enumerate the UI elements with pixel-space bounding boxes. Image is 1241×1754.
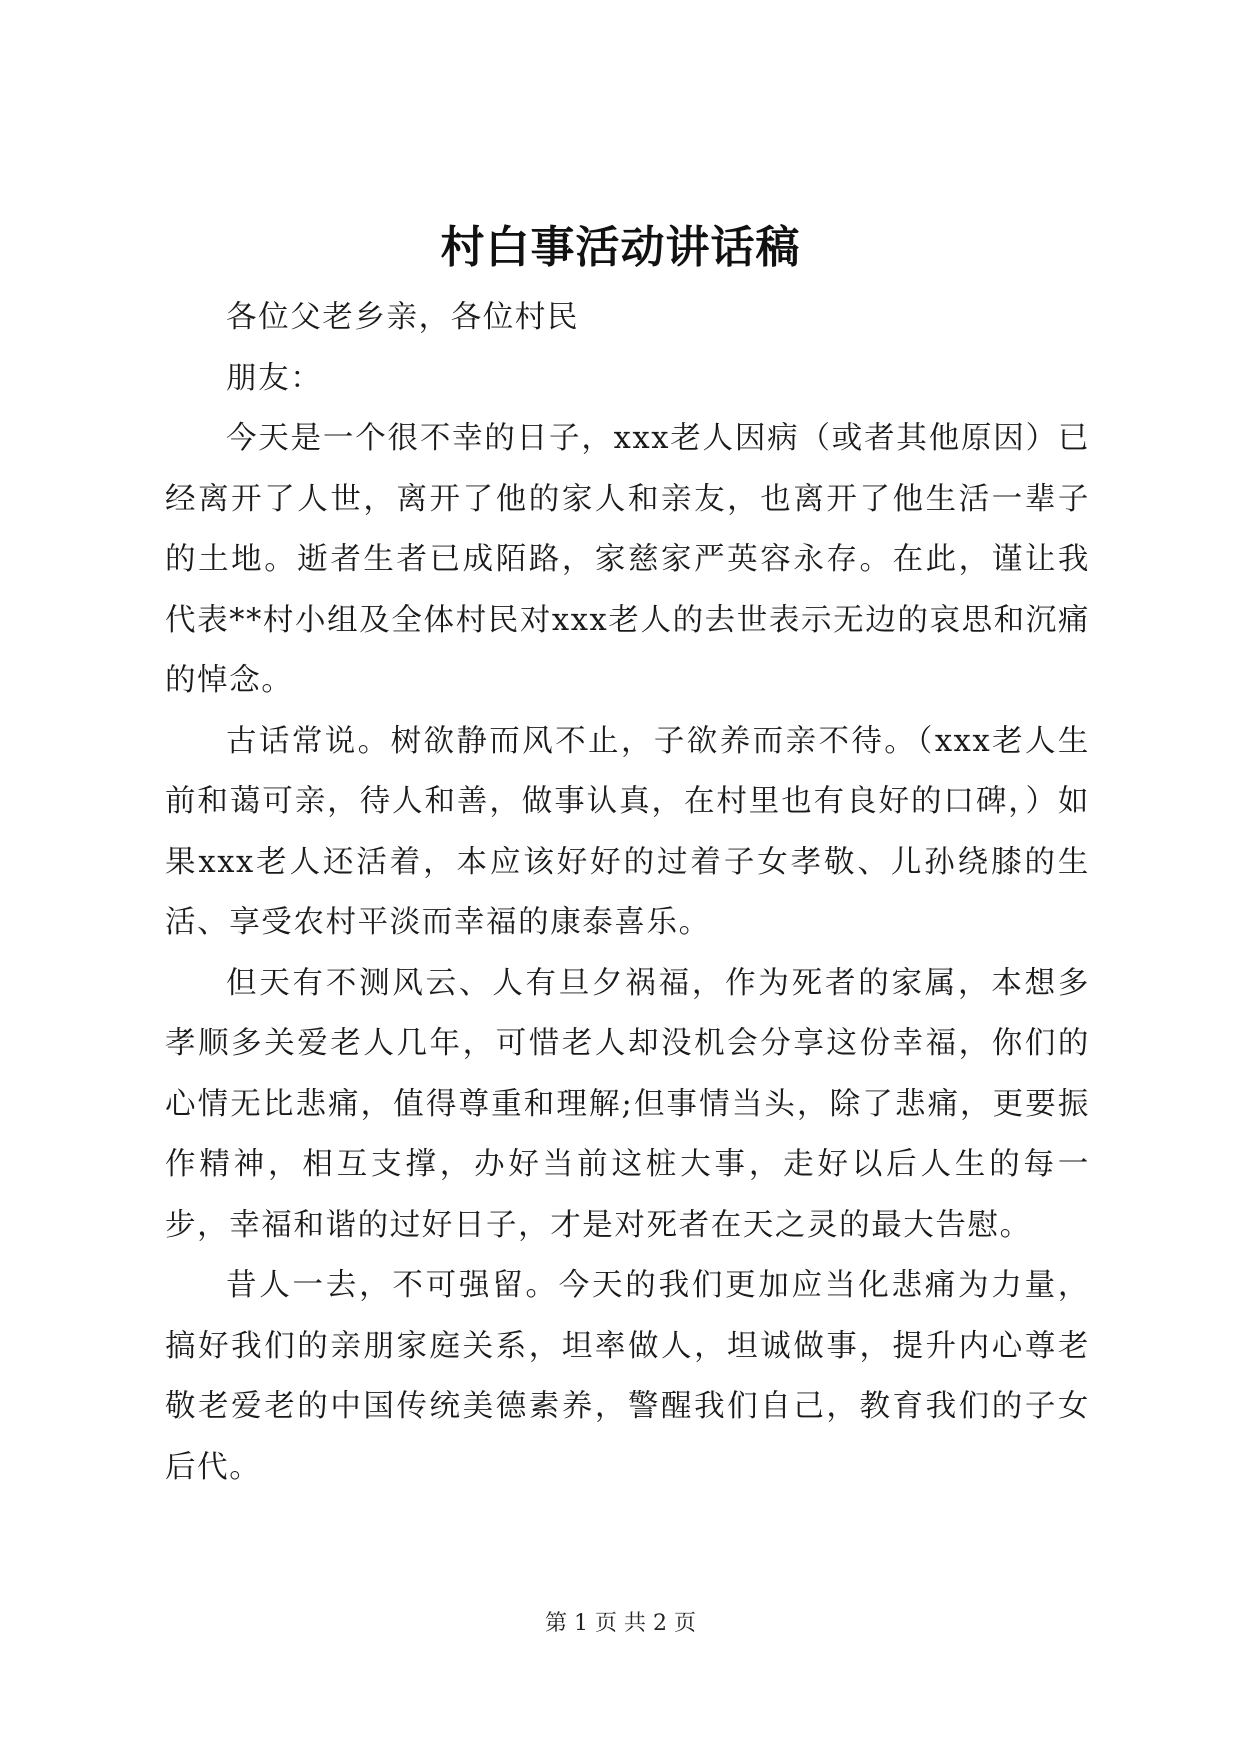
document-body — [165, 288, 1090, 1498]
document-title: 村白事活动讲话稿 — [440, 222, 801, 273]
body-paragraph: 古话常说。树欲静而风不止，子欲养而亲不待。（xxx老人生前和蔼可亲，待人和善，做事认真，在村里也有良好的口碑，）如果xxx老人还活着，本应该好好的过着子女孝敬、儿孙绕膝的生活、享受农村平淡而幸福的康泰喜乐。 — [165, 723, 1090, 940]
salutation-continued: 朋友： — [226, 360, 323, 396]
salutation-line: 各位父老乡亲，各位村民 — [226, 300, 580, 335]
page-number-footer: 第 1 页 共 2 页 — [545, 1611, 696, 1636]
body-paragraph: 今天是一个很不幸的日子，xxx老人因病（或者其他原因）已经离开了人世，离开了他的家人和亲友，也离开了他生活一辈子的土地。逝者生者已成陌路，家慈家严英容永存。在此，谨让我代表**村小组及全体村民对xxx老人的去世表示无边的哀思和沉痛的悼念。 — [165, 421, 1090, 698]
body-paragraph: 昔人一去，不可强留。今天的我们更加应当化悲痛为力量，搞好我们的亲朋家庭关系，坦率做人，坦诚做事，提升内心尊老敬老爱老的中国传统美德素养，警醒我们自己，教育我们的子女后代。 — [165, 1268, 1090, 1485]
body-paragraph: 但天有不测风云、人有旦夕祸福，作为死者的家属，本想多孝顺多关爱老人几年，可惜老人却没机会分享这份幸福，你们的心情无比悲痛，值得尊重和理解;但事情当头，除了悲痛，更要振作精神，相互支撑，办好当前这桩大事，走好以后人生的每一步，幸福和谐的过好日子，才是对死者在天之灵的最大告慰。 — [165, 965, 1090, 1243]
